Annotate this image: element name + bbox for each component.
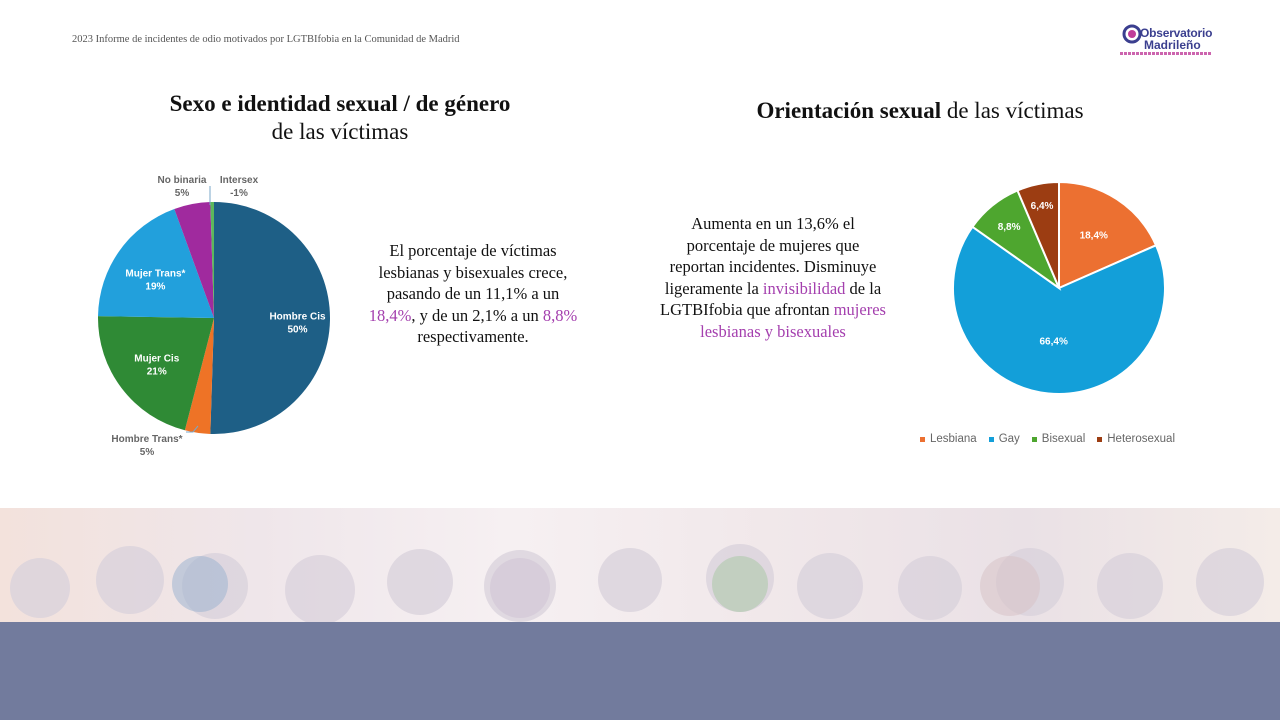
- legend-swatch: [920, 437, 925, 442]
- legend-label: Gay: [998, 433, 1020, 445]
- slice-name-mujer-trans: Mujer Trans*: [125, 268, 186, 280]
- crowd-silhouettes: [0, 508, 1280, 622]
- legend-item-bisexual: [1032, 433, 1085, 445]
- slice-value-lesbiana: 18,4%: [1079, 230, 1108, 242]
- legend-item-heterosexual: [1097, 433, 1175, 445]
- left-desc-highlight-1: 18,4%: [368, 305, 412, 325]
- left-title-rest: de las víctimas: [271, 119, 409, 144]
- left-desc-text-2: , y de un 2,1% a un: [411, 305, 543, 325]
- right-description: [660, 213, 886, 342]
- logo-line2: Madrileño: [1144, 38, 1201, 52]
- left-description: [362, 240, 584, 348]
- orientation-pie-chart: [940, 170, 1180, 420]
- slice-value-hombre-trans: 5%: [139, 447, 155, 458]
- right-desc-text-2: de la LGTBIfobia que afrontan: [660, 278, 882, 319]
- right-desc-text-1: Aumenta en un 13,6% el porcentaje de mujeres que reportan incidentes. Disminuye ligeramente la: [664, 214, 877, 298]
- logo-mark-icon: [1122, 24, 1142, 44]
- legend-swatch: [1097, 437, 1102, 442]
- legend-item-gay: [989, 433, 1020, 445]
- slice-value-heterosexual: 6,4%: [1030, 200, 1054, 212]
- observatorio-logo: [1118, 20, 1214, 60]
- left-desc-text-1: El porcentaje de víctimas lesbianas y bisexuales crece, pasando de un 11,1% a un: [378, 241, 568, 303]
- legend-label: Heterosexual: [1107, 433, 1176, 445]
- right-desc-highlight-2: mujeres lesbianas y bisexuales: [700, 300, 886, 341]
- slice-value-mujer-cis: 21%: [146, 366, 167, 378]
- slice-name-hombre-trans: Hombre Trans*: [111, 434, 183, 445]
- slice-value-mujer-trans: 19%: [145, 281, 166, 293]
- slice-value-hombre-cis: 50%: [287, 324, 308, 336]
- left-chart-title: [130, 90, 550, 146]
- legend-swatch: [989, 437, 994, 442]
- slice-name-hombre-cis: Hombre Cis: [269, 311, 326, 323]
- left-title-bold: Sexo e identidad sexual / de género: [169, 91, 511, 116]
- logo-line1: Observatorio: [1140, 26, 1213, 40]
- legend-label: Bisexual: [1041, 433, 1086, 445]
- slice-value-bisexual: 8,8%: [997, 222, 1021, 234]
- legend-swatch: [1032, 437, 1037, 442]
- left-desc-highlight-2: 8,8%: [542, 305, 578, 325]
- right-desc-highlight-1: invisibilidad: [762, 278, 846, 298]
- header-text: 2023 Informe de incidentes de odio motivados por LGTBIfobia en la Comunidad de Madrid: [72, 34, 460, 45]
- slice-value-intersex: -1%: [230, 188, 248, 199]
- right-title-rest: de las víctimas: [941, 98, 1084, 123]
- logo-tagline: [1120, 52, 1212, 55]
- right-chart-title: [700, 97, 1140, 125]
- crowd-silhouette-banner: [0, 508, 1280, 622]
- gender-pie-chart: [62, 170, 340, 470]
- slice-name-no-binaria: No binaria: [157, 175, 207, 186]
- slice-name-intersex: Intersex: [219, 175, 259, 186]
- slice-name-mujer-cis: Mujer Cis: [134, 353, 180, 365]
- footer-band: [0, 622, 1280, 720]
- legend-label: Lesbiana: [930, 433, 977, 445]
- left-desc-text-3: respectivamente.: [417, 327, 529, 346]
- legend-item-lesbiana: [920, 433, 977, 445]
- orientation-legend: [920, 433, 1175, 445]
- slice-value-gay: 66,4%: [1039, 336, 1068, 348]
- slice-value-no-binaria: 5%: [174, 188, 190, 199]
- right-title-bold: Orientación sexual: [756, 98, 942, 123]
